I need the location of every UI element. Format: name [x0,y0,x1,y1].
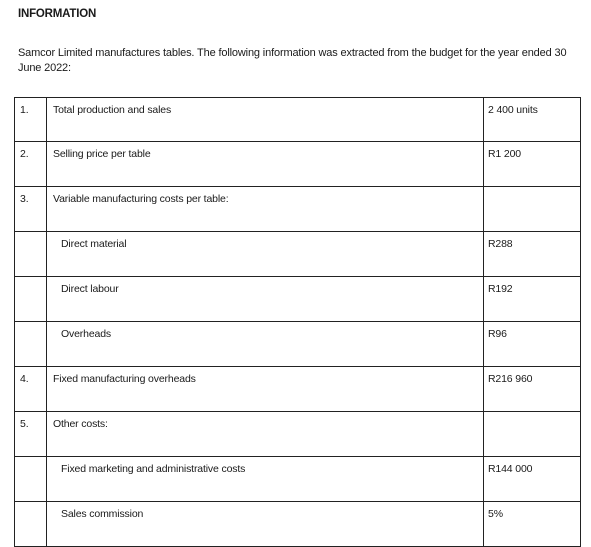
table-row [15,98,581,142]
row-value: R216 960 [484,367,581,412]
table-row [15,367,581,412]
row-value: R96 [484,322,581,367]
row-description: Overheads [47,322,484,367]
row-description: Direct material [47,232,484,277]
row-description: Other costs: [47,412,484,457]
row-description: Sales commission [47,502,484,547]
row-number [15,277,47,322]
intro-paragraph: Samcor Limited manufactures tables. The following information was extracted from the budget for the year ended 30 June 2022: [18,47,567,74]
row-description: Fixed manufacturing overheads [47,367,484,412]
row-value: R1 200 [484,142,581,187]
table-row [15,502,581,547]
table-row [15,412,581,457]
row-value: R144 000 [484,457,581,502]
row-number: 1. [15,98,47,142]
row-number: 4. [15,367,47,412]
table-row [15,457,581,502]
row-number: 2. [15,142,47,187]
row-number [15,322,47,367]
row-description: Selling price per table [47,142,484,187]
row-description: Direct labour [47,277,484,322]
row-number: 3. [15,187,47,232]
table-row [15,322,581,367]
row-number [15,232,47,277]
row-description: Total production and sales [47,98,484,142]
row-value [484,187,581,232]
row-number: 5. [15,412,47,457]
table-border-fragment [580,486,581,495]
row-number [15,502,47,547]
budget-information-table [14,97,581,547]
row-description: Fixed marketing and administrative costs [47,457,484,502]
table-row [15,277,581,322]
row-value: R288 [484,232,581,277]
section-heading: INFORMATION [18,8,97,20]
table-row [15,232,581,277]
row-value: R192 [484,277,581,322]
row-description: Variable manufacturing costs per table: [47,187,484,232]
row-value: 5% [484,502,581,547]
row-value [484,412,581,457]
row-value: 2 400 units [484,98,581,142]
table-row [15,142,581,187]
row-number [15,457,47,502]
table-row [15,187,581,232]
